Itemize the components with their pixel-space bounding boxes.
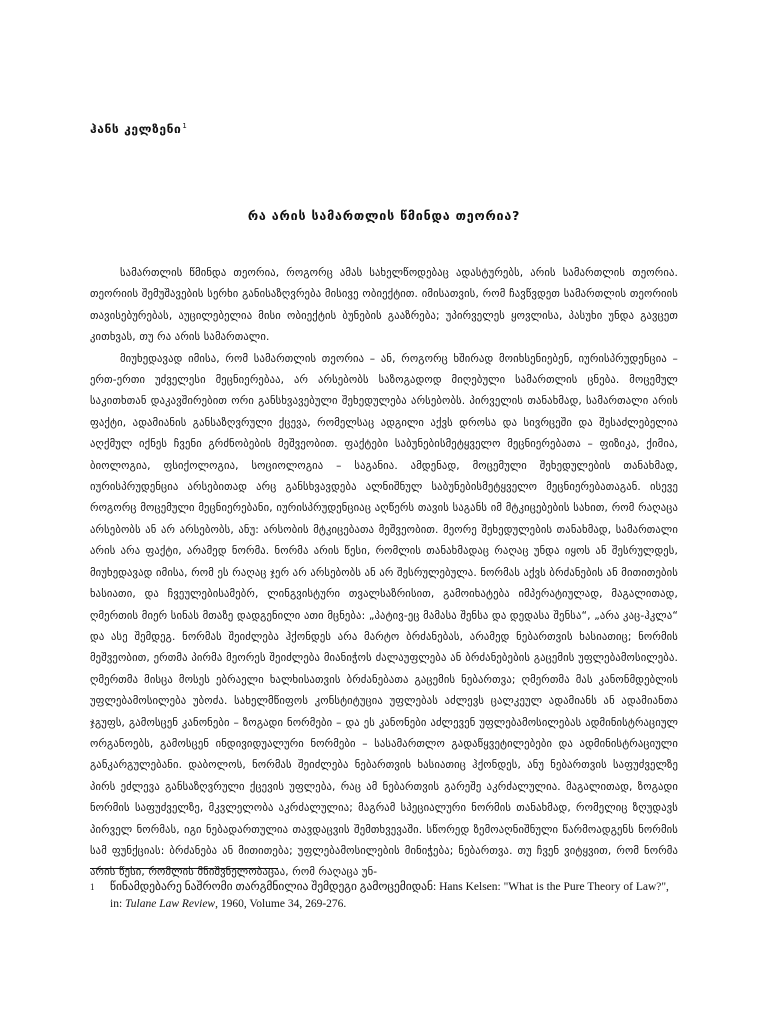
paragraph: სამართლის წმინდა თეორია, როგორც ამას სახელწოდებაც ადასტურებს, არის სამართლის თეორია. თეორიის შემუშავების სერხი განისაზღვრება მისივე ობიექტით. იმისათვის, რომ ჩავწვდეთ სამართლის თეორიის თავისებურებას, აუცილებელია მისი ობიექტის ბუნების გააზრება; უპირველეს ყოვლისა, პასუხი უნდა გავცეთ კითხვას, თუ რა არის სამართალი. [90, 267, 678, 344]
author-name [90, 122, 187, 136]
footnote-divider [90, 868, 278, 869]
footnote-mark: 1 [90, 882, 95, 892]
footnote-journal: Tulane Law Review [125, 898, 216, 910]
footnote-text-tail: , 1960, Volume 34, 269-276. [215, 898, 347, 910]
article-title: რა არის სამართლის წმინდა თეორია? [247, 208, 521, 223]
author-footnote-mark[interactable]: 1 [182, 122, 188, 130]
article-body [90, 263, 678, 884]
author-name-text: ჰანს კელზენი [90, 122, 182, 136]
footnote-text [110, 879, 678, 913]
paragraph: მიუხედავად იმისა, რომ სამართლის თეორია – ან, როგორც ხშირად მოიხსენიებენ, იურისპრუდენცია – ერთ-ერთი უძველესი მეცნიერებაა, არ არსებობს საზოგადოდ მიღებული სამართლის ცნება. მოცემულ საკითხთან დაკავშირებით ორი განსხვავებული შეხედულება არსებობს. პირველის თანახმად, სამართალი არის ფაქტი, ადამიანის განსაზღვრული ქცევა, რომელსაც ადგილი აქვს დროსა და სივრცეში და შესაძლებელია აღქმულ იქნეს ჩვენი გრძნობების მეშვეობით. ფაქტები საბუნებისმეტყველო მეცნიერებათა – ფიზიკა, ქიმია, ბიოლოგია, ფსიქოლოგია, სოციოლოგია – საგანია. ამდენად, მოცემული შეხედულების თანახმად, იურისპრუდენცია არსებითად არც განსხვავდება ალნიშნულ საბუნებისმეტყველო მეცნიერებათაგან. ისევე როგორც მოცემული მეცნიერებანი, იურისპრუდენციაც აღწერს თავის საგანს იმ მტკიცებების სახით, რომ რაღაცა არსებობს ან არ არსებობს, ანუ: არსობის მტკიცებათა მეშვეობით. მეორე შეხედულების თანახმად, სამართალი არის არა ფაქტი, არამედ ნორმა. ნორმა არის წესი, რომლის თანახმადაც რაღაც უნდა იყოს ან შესრულდეს, მიუხედავად იმისა, რომ ეს რაღაც ჯერ არ არსებობს ან არ შესრულებულა. ნორმას აქვს ბრძანების ან მითითების ხასიათი, და ჩვეულებისამებრ, ლინგვისტური თვალსაზრისით, გამოიხატება იმპერატიულად, მაგალითად, ღმერთის მიერ სინას მთაზე დადგენილი ათი მცნება: „პატივ-ეც მამასა შენსა და დედასა შენსა“, „არა კაც-ჰკლა“ და ასე შემდეგ. ნორმას შეიძლება ჰქონდეს არა მარტო ბრძანებას, არამედ ნებართვის ხასიათიც; ნორმის მეშვეობით, ერთმა პირმა მეორეს შეიძლება მიანიჭოს ძალაუფლება ან ბრძანებების გაცემის უფლებამოსილება. ღმერთმა მისცა მოსეს ებრაელი ხალხისათვის ბრძანებათა გაცემის ნებართვა; ღმერთმა მას კანონმდებლის უფლებამოსილება უბოძა. სახელმწიფოს კონსტიტუცია უფლებას აძლევს ცალკეულ ადამიანს ან ადამიანთა ჯგუფს, გამოსცენ კანონები – ზოგადი ნორმები – და ეს კანონები აძლევენ უფლებამოსილებას ადმინისტრაციულ ორგანოებს, გამოსცენ ინდივიდუალური ნორმები – სასამართლო გადაწყვეტილებები და ადმინისტრაციული განკარგულებანი. დაბოლოს, ნორმას შეიძლება ნებართვის ხასიათიც ჰქონდეს, ანუ ნებართვის საფუძველზე პირს ეძლევა განსაზღვრული ქცევის უფლება, რაც ამ ნებართვის გარეშე აკრძალულია. მაგალითად, ზოგადი ნორმის საფუძველზე, მკვლელობა აკრძალულია; მაგრამ სპეციალური ნორმის თანახმად, რომელიც ზღუდავს პირველ ნორმას, იგი ნებადართულია თავდაცვის შემთხვევაში. სწორედ ზემოაღნიშნული წარმოადგენს ნორმის სამ ფუნქციას: ბრძანება ან მითითება; უფლებამოსილების მინიჭება; ნებართვა. თუ ჩვენ ვიტყვით, რომ ნორმა არის წესი, რომლის მნიშვნელობაცაა, რომ რაღაცა უნ- [90, 352, 678, 879]
footnote-text-main: წინამდებარე ნაშრომი თარგმნილია შემდეგი გამოცემიდან: Hans Kelsen: "What is the Pure Theory of Law?", in: [110, 881, 669, 910]
